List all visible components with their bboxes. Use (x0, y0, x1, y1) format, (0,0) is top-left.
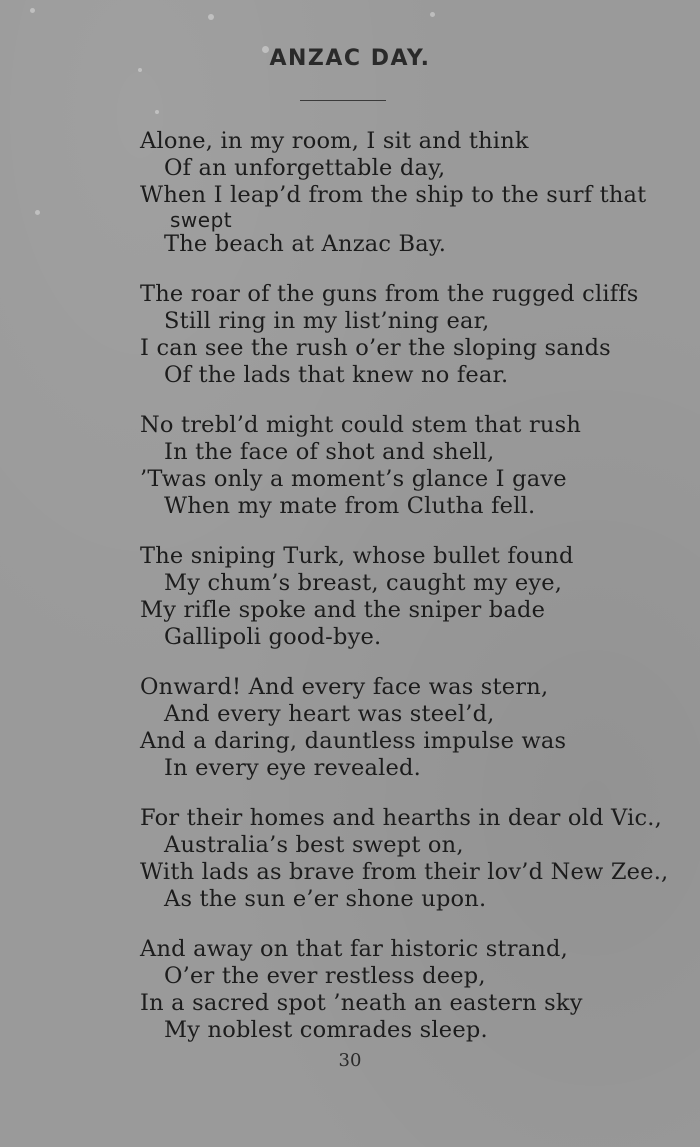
poem-line: When my mate from Clutha fell. (164, 493, 536, 519)
poem-line: No trebl’d might could stem that rush (140, 412, 582, 438)
poem-line: My noblest comrades sleep. (164, 1017, 488, 1043)
poem-line: My rifle spoke and the sniper bade (140, 597, 546, 623)
poem-line: And away on that far historic strand, (140, 936, 568, 962)
poem-line: As the sun e’er shone upon. (164, 886, 487, 912)
poem-line: And a daring, dauntless impulse was (140, 728, 567, 754)
poem-line: Onward! And every face was stern, (140, 674, 549, 700)
poem-line: In the face of shot and shell, (164, 439, 495, 465)
poem-line: Of an unforgettable day, (164, 155, 446, 181)
stanza (140, 936, 670, 1044)
poem-line: Of the lads that knew no fear. (164, 362, 509, 388)
poem-line: In every eye revealed. (164, 755, 421, 781)
paper-speck (430, 12, 435, 17)
poem-line: With lads as brave from their lov’d New Zee., (140, 859, 669, 885)
poem-line: Gallipoli good-bye. (164, 624, 382, 650)
poem-line: Australia’s best swept on, (164, 832, 464, 858)
stanza (140, 543, 670, 651)
poem-line: When I leap’d from the ship to the surf that (140, 182, 647, 208)
stanza (140, 805, 670, 913)
poem-line: O’er the ever restless deep, (164, 963, 486, 989)
poem-line: I can see the rush o’er the sloping sands (140, 335, 611, 361)
poem-line: In a sacred spot ’neath an eastern sky (140, 990, 583, 1016)
poem-line: My chum’s breast, caught my eye, (164, 570, 563, 596)
title-rule (300, 100, 386, 101)
poem-line: Alone, in my room, I sit and think (140, 128, 529, 154)
poem-line: The beach at Anzac Bay. (164, 231, 447, 257)
paper-speck (155, 110, 159, 114)
poem-line-turnover: swept (170, 208, 233, 232)
poem-line: The roar of the guns from the rugged cliffs (140, 281, 639, 307)
poem-line: For their homes and hearths in dear old Vic., (140, 805, 662, 831)
page-number: 30 (338, 1050, 362, 1071)
stanza (140, 674, 670, 782)
poem-line: ’Twas only a moment’s glance I gave (140, 466, 567, 492)
paper-speck (35, 210, 40, 215)
poem-line: And every heart was steel’d, (164, 701, 495, 727)
poem-body (140, 128, 670, 1067)
poem-line: The sniping Turk, whose bullet found (140, 543, 574, 569)
stanza (140, 412, 670, 520)
stanza (140, 128, 670, 258)
paper-speck (30, 8, 35, 13)
poem-line: Still ring in my list’ning ear, (164, 308, 490, 334)
poem-title: ANZAC DAY. (269, 46, 431, 71)
stanza (140, 281, 670, 389)
paper-speck (208, 14, 214, 20)
